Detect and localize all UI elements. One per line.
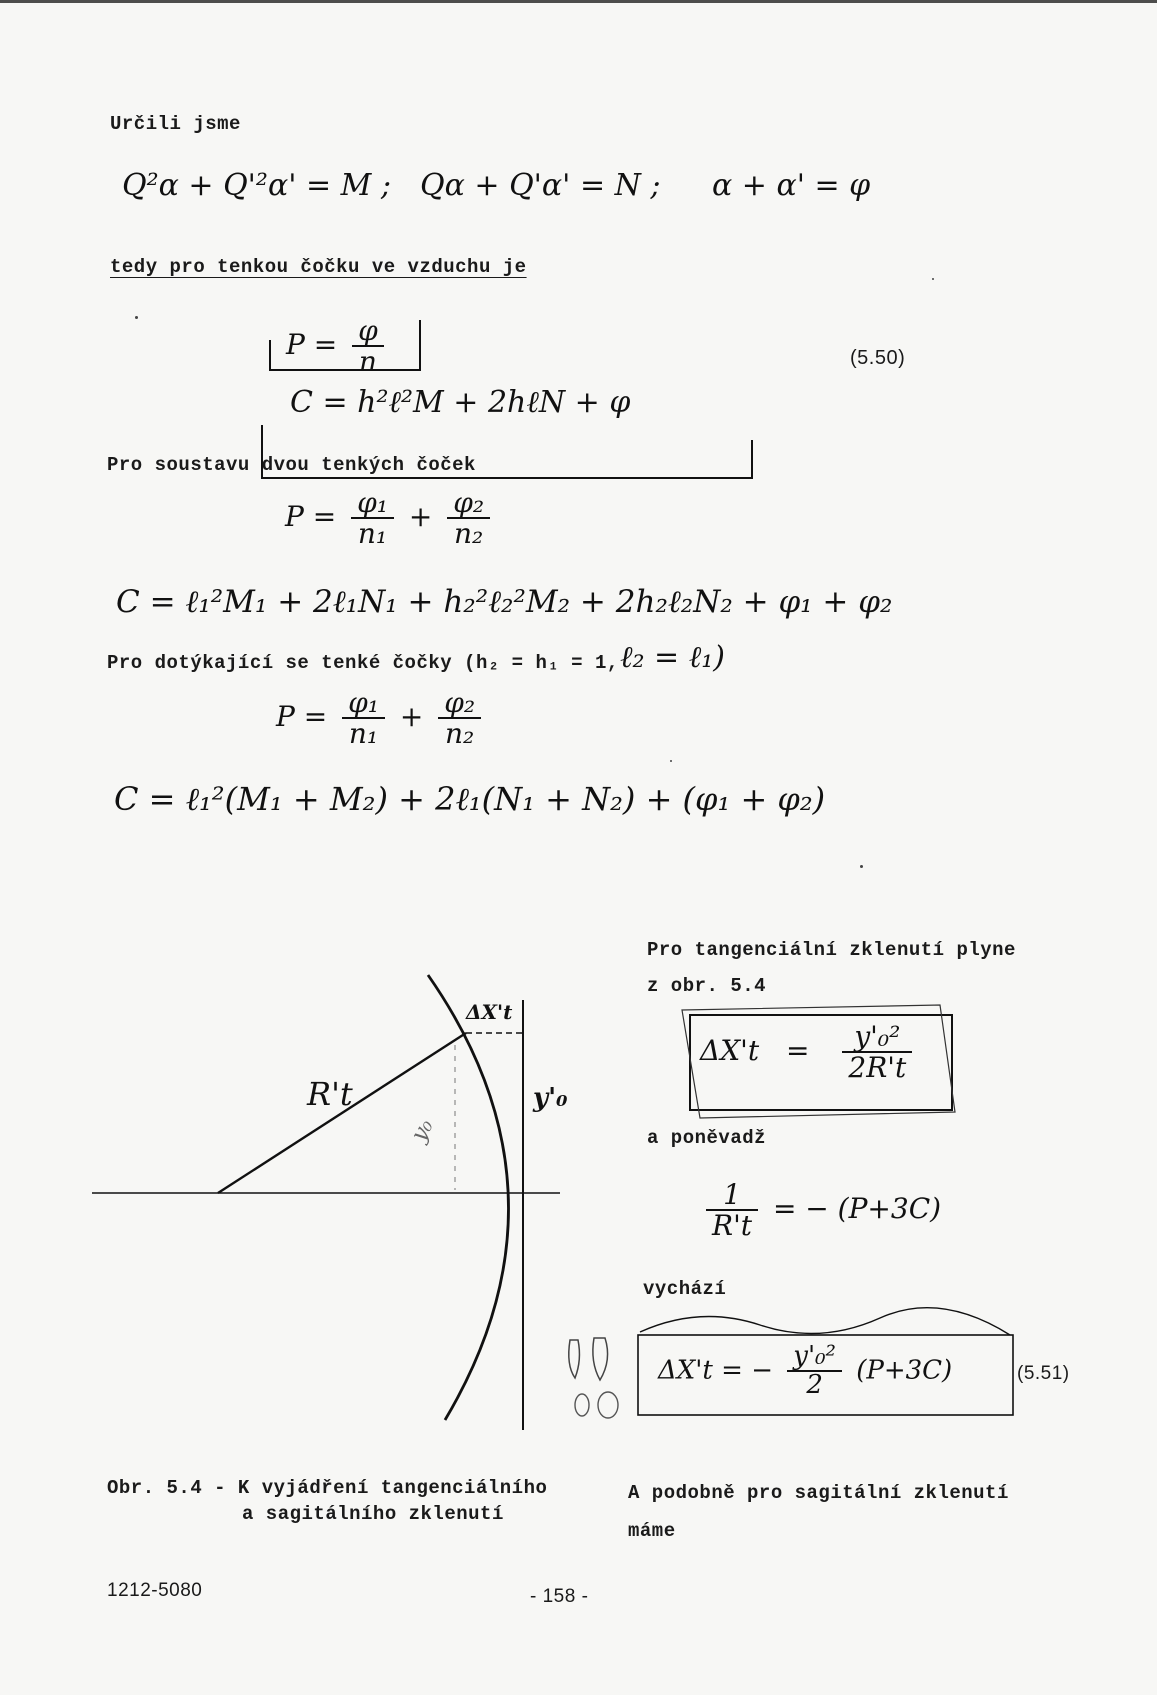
result-fraction (787, 1343, 842, 1400)
lens-surface-curve (428, 975, 509, 1420)
two-lens-heading: Pro soustavu dvou tenkých čoček (107, 454, 476, 476)
sagittal-text-2: máme (628, 1520, 676, 1542)
figure-caption-line-1: Obr. 5.4 - K vyjádření tangenciálního (107, 1477, 548, 1499)
boxed-fraction (842, 1022, 912, 1083)
denominator-1: n₁ (357, 517, 388, 551)
doodle-mark (575, 1394, 589, 1416)
touching-heading-tail: ℓ₂ = ℓ₁) (620, 640, 725, 675)
since-text: a poněvadž (647, 1127, 767, 1149)
reciprocal-fraction (706, 1180, 758, 1241)
label-height-right: y'₀ (533, 1083, 568, 1113)
equation-m: Q²α + Q'²α' = M ; (122, 168, 392, 203)
boxed-equals: = (786, 1033, 810, 1067)
denominator-2: n₂ (454, 517, 484, 551)
label-height-inner: y₀ (406, 1115, 439, 1146)
boxed-lhs: ΔX't (700, 1033, 760, 1067)
equation-c-two-lens: C = ℓ₁²M₁ + 2ℓ₁N₁ + h₂²ℓ₂²M₂ + 2h₂ℓ₂N₂ + φ₁ + φ₂ (116, 584, 893, 620)
equation-c-thin-lens: C = h²ℓ²M + 2hℓN + φ (290, 385, 631, 420)
equation-c-touching: C = ℓ₁²(M₁ + M₂) + 2ℓ₁(N₁ + N₂) + (φ₁ + φ₂) (114, 780, 826, 818)
reciprocal-denominator: R't (712, 1209, 753, 1243)
intro-text: Určili jsme (110, 113, 241, 135)
page-number: - 158 - (530, 1586, 589, 1607)
label-radius: R't (307, 1075, 353, 1113)
p-lhs: P = (286, 327, 338, 361)
doodle-mark (569, 1340, 580, 1378)
plus-sign: + (399, 699, 424, 733)
scan-speck (932, 278, 934, 280)
p-denominator: n (358, 345, 377, 379)
reciprocal-rhs: = − (P+3C) (772, 1191, 942, 1225)
bracket-p (270, 320, 420, 370)
boxed-denominator: 2R't (848, 1051, 907, 1085)
result-denominator: 2 (806, 1370, 823, 1401)
doodle-mark (598, 1392, 618, 1418)
denominator-2: n₂ (445, 717, 475, 751)
touching-heading: Pro dotýkající se tenké čočky (h₂ = h₁ = 1, (107, 652, 619, 674)
equation-number-550: (5.50) (850, 347, 906, 369)
bracket-c (262, 425, 752, 478)
p-lhs: P = (276, 699, 328, 733)
result-box-wavy-top (640, 1308, 1010, 1335)
denominator-1: n₁ (348, 717, 379, 751)
scan-speck (670, 760, 672, 762)
result-rhs: (P+3C) (856, 1355, 953, 1386)
boxed-numerator: y'₀² (842, 1022, 912, 1053)
result-word: vychází (643, 1278, 727, 1300)
document-code: 1212-5080 (107, 1580, 203, 1601)
thin-lens-heading: tedy pro tenkou čočku ve vzduchu je (110, 256, 527, 278)
equation-n: Qα + Q'α' = N ; (420, 168, 661, 203)
boxed-equation (700, 1022, 918, 1083)
numerator-2: φ₂ (447, 488, 490, 519)
figure-caption-line-2: a sagitálního zklenutí (242, 1503, 504, 1525)
sagittal-text: A podobně pro sagitální zklenutí (628, 1482, 1009, 1504)
tangential-heading-ref: z obr. 5.4 (647, 975, 767, 997)
equation-number-551: (5.51) (1017, 1363, 1070, 1384)
p-numerator: φ (352, 316, 384, 347)
scan-speck (860, 865, 863, 868)
doodle-mark (593, 1338, 608, 1380)
equation-phi: α + α' = φ (712, 168, 871, 203)
reciprocal-numerator: 1 (706, 1180, 758, 1211)
result-lhs: ΔX't = − (658, 1355, 773, 1386)
plus-sign: + (408, 499, 433, 533)
numerator-2: φ₂ (438, 688, 481, 719)
label-delta-x: ΔX't (466, 1000, 513, 1024)
numerator-1: φ₁ (342, 688, 385, 719)
result-numerator: y'₀² (787, 1343, 842, 1372)
numerator-1: φ₁ (351, 488, 394, 519)
radius-line (218, 1033, 466, 1193)
tangential-heading: Pro tangenciální zklenutí plyne (647, 939, 1016, 961)
equation-551 (658, 1343, 952, 1400)
p-lhs: P = (285, 499, 337, 533)
reciprocal-equation (700, 1180, 941, 1241)
scan-speck (135, 316, 138, 319)
